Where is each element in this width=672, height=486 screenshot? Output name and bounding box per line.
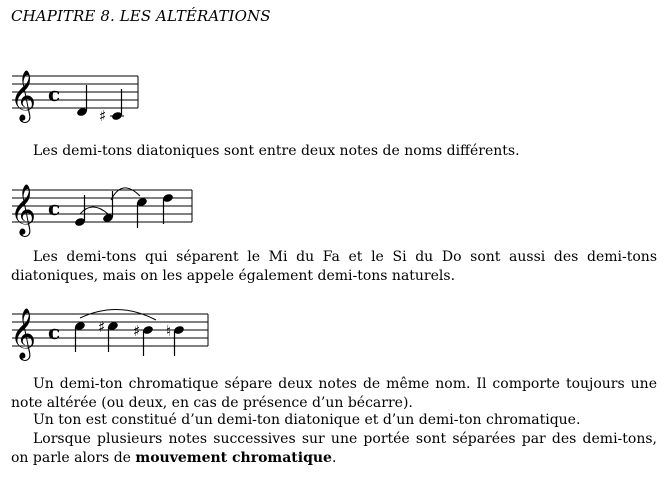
natural-icon: ♮	[166, 322, 172, 340]
paragraph-diatonic: Les demi-tons diatoniques sont entre deux notes de noms différents.	[33, 143, 520, 159]
treble-clef-icon: 𝄞	[10, 308, 37, 359]
common-time-icon: c	[48, 196, 61, 220]
paragraph-natural: Les demi-tons qui séparent le Mi du Fa et le Si du Do sont aussi des demi-tons diatoniques, mais on les appele également demi-tons naturels.	[11, 249, 657, 284]
common-time-icon: c	[48, 320, 61, 344]
treble-clef-icon: 𝄞	[10, 184, 37, 235]
paragraph-chromatic-movement	[11, 430, 657, 468]
music-example-3	[0, 298, 672, 374]
sharp-icon: ♯	[98, 318, 106, 336]
treble-clef-icon: 𝄞	[10, 70, 37, 121]
paragraph-tone: Un ton est constitué d’un demi-ton diatonique et d’un demi-ton chromatique.	[33, 412, 581, 428]
sharp-icon: ♯	[99, 107, 107, 125]
note-b-sharp	[133, 322, 154, 356]
note-c-sharp	[99, 89, 124, 125]
music-example-1	[0, 60, 672, 136]
note-f	[102, 191, 114, 223]
slur-chromatic	[80, 309, 156, 320]
common-time-icon: c	[48, 82, 61, 106]
note-d	[76, 85, 88, 117]
note-e	[74, 195, 86, 227]
music-example-2	[0, 170, 672, 246]
sharp-icon: ♯	[133, 322, 141, 340]
note-c	[74, 321, 86, 352]
note-b	[136, 197, 148, 228]
note-c	[162, 193, 174, 224]
paragraph-chromatic: Un demi-ton chromatique sépare deux notes de même nom. Il comporte toujours une note altérée (ou deux, en cas de présence d’un bécarre).	[11, 376, 657, 411]
paragraph-period: .	[331, 450, 337, 466]
chapter-header: CHAPITRE 8. LES ALTÉRATIONS	[11, 7, 271, 25]
term-mouvement-chromatique: mouvement chromatique	[135, 450, 332, 466]
note-c-sharp	[98, 318, 119, 352]
paragraph-text: Lorsque plusieurs notes successives sur une portée sont séparées par des demi-tons, on parle alors de	[11, 431, 657, 466]
note-b-natural	[166, 322, 185, 356]
